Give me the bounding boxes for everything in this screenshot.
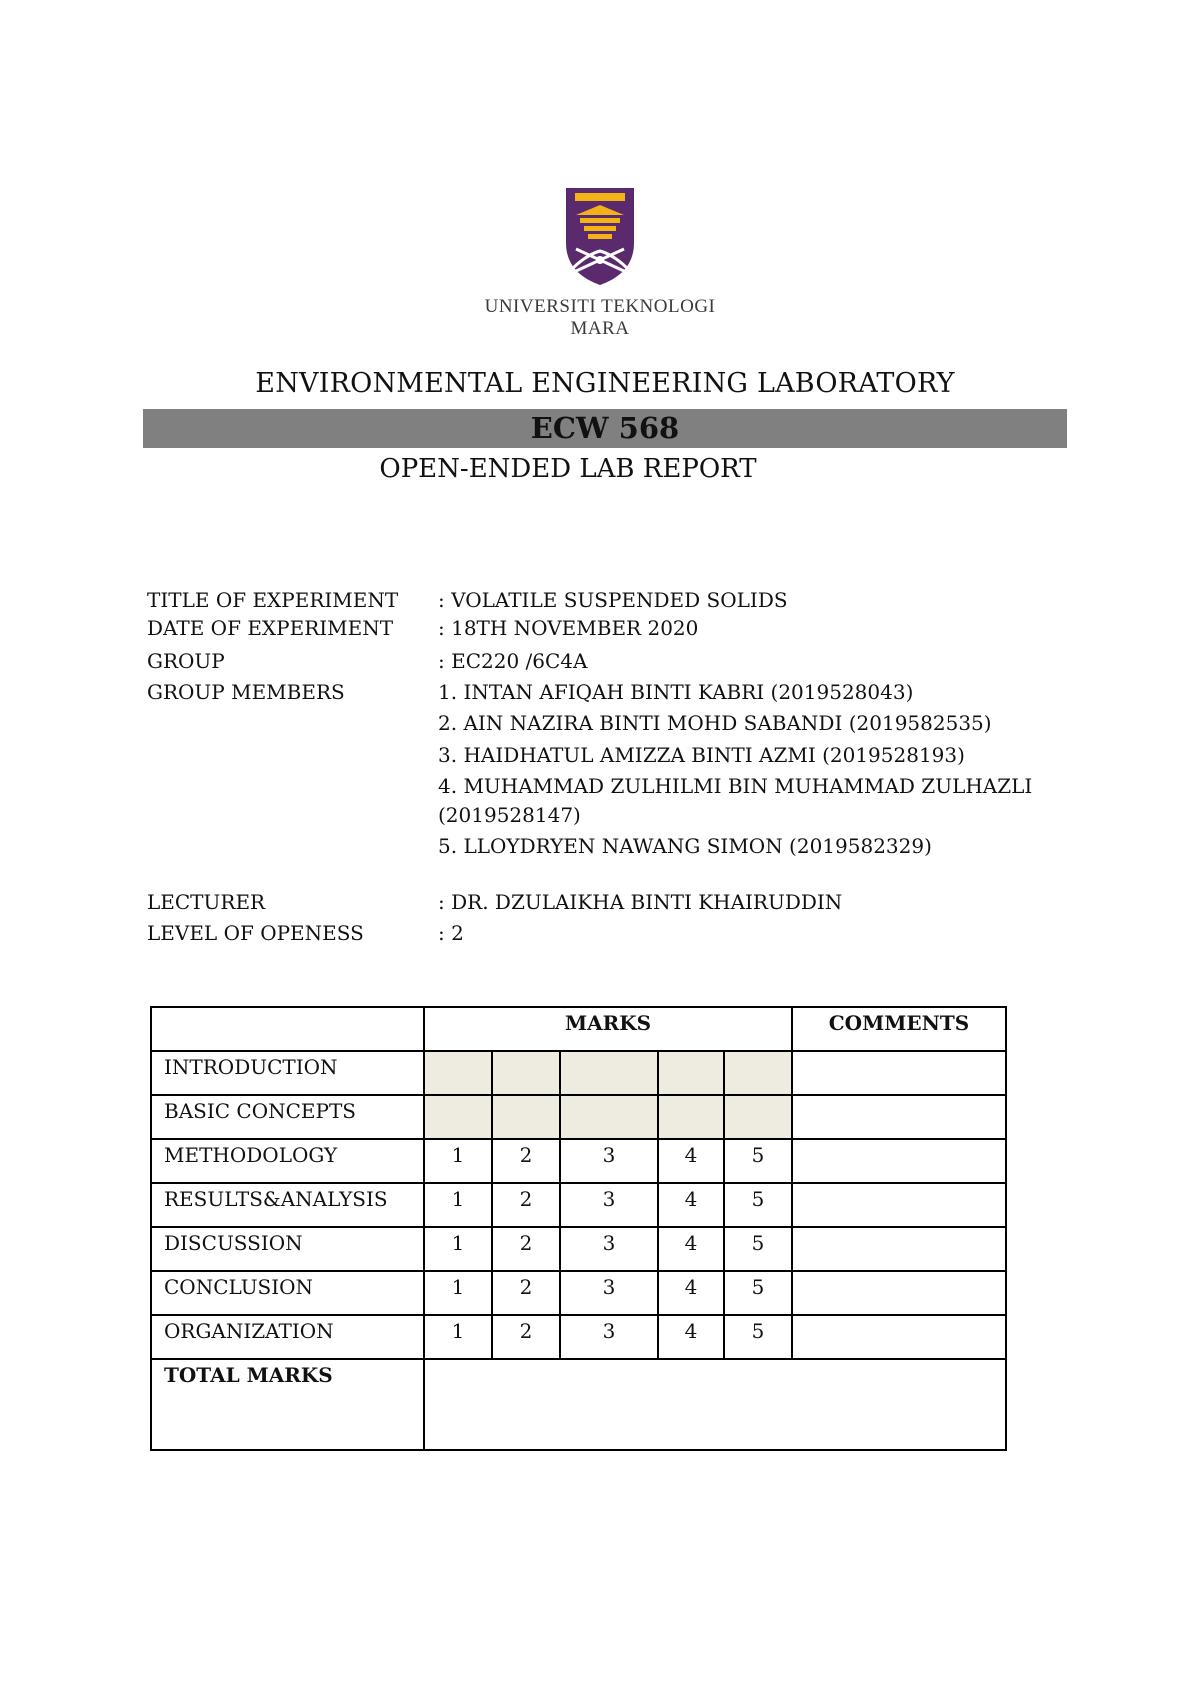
comment-cell bbox=[792, 1271, 1006, 1315]
members-label: GROUP MEMBERS bbox=[147, 680, 345, 704]
mark-cell bbox=[492, 1095, 560, 1139]
row-label: ORGANIZATION bbox=[151, 1315, 424, 1359]
total-label: TOTAL MARKS bbox=[151, 1359, 424, 1450]
title-label: TITLE OF EXPERIMENT bbox=[147, 588, 399, 612]
table-row bbox=[151, 1227, 1006, 1271]
row-label: RESULTS&ANALYSIS bbox=[151, 1183, 424, 1227]
member-item: 1. INTAN AFIQAH BINTI KABRI (2019528043) bbox=[438, 680, 914, 704]
mark-cell bbox=[424, 1095, 492, 1139]
mark-cell: 2 bbox=[492, 1183, 560, 1227]
mark-cell: 3 bbox=[560, 1139, 658, 1183]
experiment-info bbox=[147, 586, 1047, 949]
mark-cell: 2 bbox=[492, 1139, 560, 1183]
lecturer-label: LECTURER bbox=[147, 890, 266, 914]
total-value-cell bbox=[424, 1359, 1006, 1450]
marks-header: MARKS bbox=[424, 1007, 792, 1051]
comment-cell bbox=[792, 1139, 1006, 1183]
member-item: 4. MUHAMMAD ZULHILMI BIN MUHAMMAD ZULHAZLI (2019528147) bbox=[438, 774, 1033, 827]
comment-cell bbox=[792, 1095, 1006, 1139]
mark-cell: 1 bbox=[424, 1139, 492, 1183]
mark-cell bbox=[492, 1051, 560, 1095]
mark-cell: 4 bbox=[658, 1139, 724, 1183]
mark-cell: 2 bbox=[492, 1227, 560, 1271]
date-row bbox=[147, 614, 1047, 646]
mark-cell bbox=[424, 1051, 492, 1095]
marks-table bbox=[150, 1006, 1007, 1451]
mark-cell: 1 bbox=[424, 1183, 492, 1227]
comments-header: COMMENTS bbox=[792, 1007, 1006, 1051]
table-row bbox=[151, 1183, 1006, 1227]
table-header-row bbox=[151, 1007, 1006, 1051]
mark-cell: 4 bbox=[658, 1271, 724, 1315]
row-label: METHODOLOGY bbox=[151, 1139, 424, 1183]
comment-cell bbox=[792, 1183, 1006, 1227]
member-item: 5. LLOYDRYEN NAWANG SIMON (2019582329) bbox=[438, 834, 932, 858]
mark-cell bbox=[724, 1051, 792, 1095]
openess-row bbox=[147, 918, 1047, 949]
members-row bbox=[147, 677, 1047, 865]
mark-cell bbox=[658, 1051, 724, 1095]
row-label: CONCLUSION bbox=[151, 1271, 424, 1315]
mark-cell: 5 bbox=[724, 1139, 792, 1183]
course-code: ECW 568 bbox=[143, 409, 1067, 448]
mark-cell bbox=[560, 1095, 658, 1139]
table-row bbox=[151, 1095, 1006, 1139]
mark-cell bbox=[560, 1051, 658, 1095]
empty-header-cell bbox=[151, 1007, 424, 1051]
report-title: OPEN-ENDED LAB REPORT bbox=[379, 454, 757, 484]
mark-cell: 5 bbox=[724, 1227, 792, 1271]
mark-cell: 5 bbox=[724, 1315, 792, 1359]
comment-cell bbox=[792, 1051, 1006, 1095]
university-name: UNIVERSITI TEKNOLOGI MARA bbox=[484, 296, 716, 339]
comment-cell bbox=[792, 1227, 1006, 1271]
lab-title: ENVIRONMENTAL ENGINEERING LABORATORY bbox=[255, 368, 955, 399]
uitm-crest-icon bbox=[464, 185, 736, 295]
table-row bbox=[151, 1271, 1006, 1315]
mark-cell bbox=[724, 1095, 792, 1139]
row-label: INTRODUCTION bbox=[151, 1051, 424, 1095]
mark-cell: 1 bbox=[424, 1227, 492, 1271]
lecturer-value: : DR. DZULAIKHA BINTI KHAIRUDDIN bbox=[438, 890, 843, 914]
openess-value: : 2 bbox=[438, 921, 464, 945]
mark-cell: 3 bbox=[560, 1315, 658, 1359]
mark-cell: 2 bbox=[492, 1315, 560, 1359]
mark-cell: 5 bbox=[724, 1183, 792, 1227]
group-label: GROUP bbox=[147, 649, 225, 673]
mark-cell: 3 bbox=[560, 1183, 658, 1227]
comment-cell bbox=[792, 1315, 1006, 1359]
mark-cell: 4 bbox=[658, 1227, 724, 1271]
table-row bbox=[151, 1139, 1006, 1183]
lecturer-row bbox=[147, 887, 1047, 918]
mark-cell: 1 bbox=[424, 1271, 492, 1315]
title-row bbox=[147, 586, 1047, 614]
mark-cell: 4 bbox=[658, 1183, 724, 1227]
date-label: DATE OF EXPERIMENT bbox=[147, 616, 394, 640]
member-item: 3. HAIDHATUL AMIZZA BINTI AZMI (2019528193) bbox=[438, 743, 965, 767]
mark-cell: 1 bbox=[424, 1315, 492, 1359]
mark-cell: 5 bbox=[724, 1271, 792, 1315]
mark-cell: 3 bbox=[560, 1271, 658, 1315]
group-row bbox=[147, 646, 1047, 677]
group-value: : EC220 /6C4A bbox=[438, 649, 588, 673]
title-value: : VOLATILE SUSPENDED SOLIDS bbox=[438, 588, 788, 612]
date-value: : 18TH NOVEMBER 2020 bbox=[438, 616, 699, 640]
table-row bbox=[151, 1315, 1006, 1359]
mark-cell: 3 bbox=[560, 1227, 658, 1271]
row-label: DISCUSSION bbox=[151, 1227, 424, 1271]
total-row bbox=[151, 1359, 1006, 1450]
mark-cell bbox=[658, 1095, 724, 1139]
table-row bbox=[151, 1051, 1006, 1095]
mark-cell: 4 bbox=[658, 1315, 724, 1359]
openess-label: LEVEL OF OPENESS bbox=[147, 921, 364, 945]
row-label: BASIC CONCEPTS bbox=[151, 1095, 424, 1139]
member-item: 2. AIN NAZIRA BINTI MOHD SABANDI (2019582535) bbox=[438, 711, 992, 735]
mark-cell: 2 bbox=[492, 1271, 560, 1315]
